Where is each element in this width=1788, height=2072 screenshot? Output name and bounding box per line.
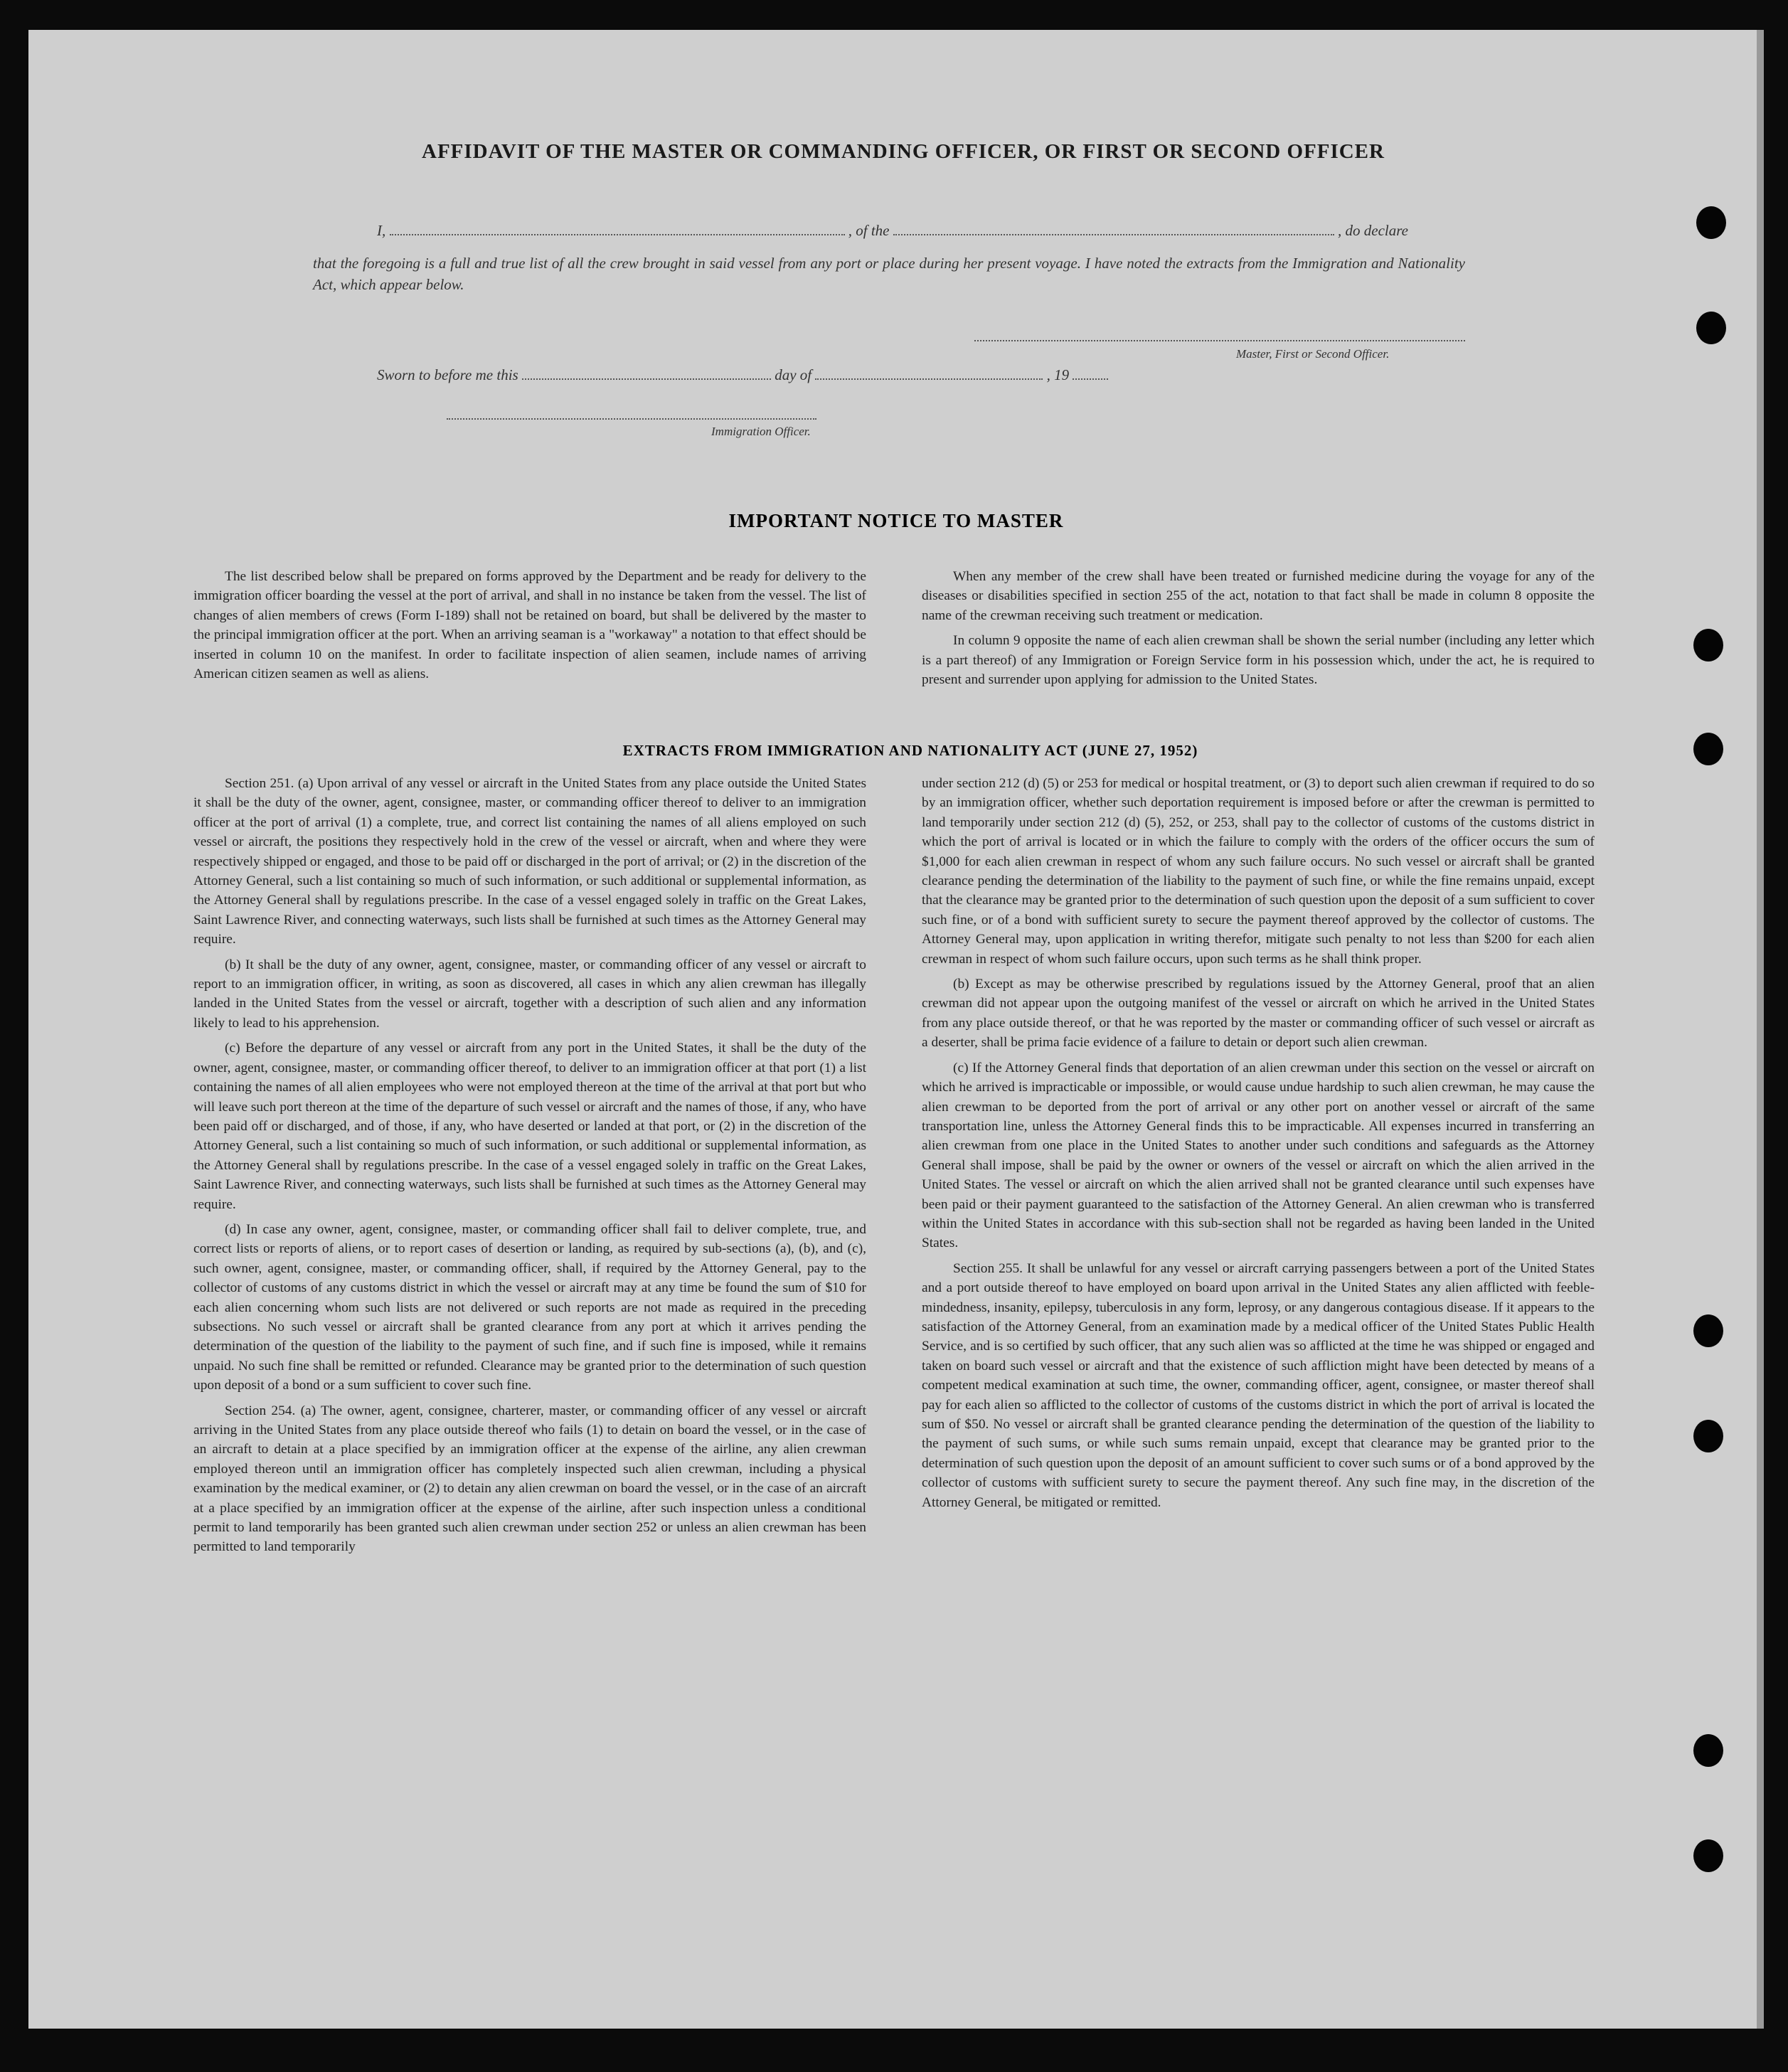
sworn-year-field[interactable] [1073,378,1108,380]
sworn-line [377,366,1108,384]
sworn-label: Sworn to before me this [377,366,518,383]
page-edge [1757,30,1764,2029]
year-label: , 19 [1046,366,1070,383]
extract-paragraph: Section 251. (a) Upon arrival of any vessel or aircraft in the United States from any place outside the United States it shall be the duty of the owner, agent, consignee, master, or commanding officer thereof to deliver to an immigration officer at the port of arrival (1) a complete, true, and correct list containing the names of all aliens employed on such vessel or aircraft, the positions they respectively hold in the crew of the vessel or aircraft, when and where they were respectively shipped or engaged, and those to be paid off or discharged in the port of arrival; or (2) in the discretion of the Attorney General, such a list containing so much of such information, or such additional or supplemental information, as the Attorney General shall by regulations prescribe. In the case of a vessel engaged solely in traffic on the Great Lakes, Saint Lawrence River, and connecting waterways, such lists shall be furnished at such times as the Attorney General may require. [193,776,866,947]
extract-paragraph: (b) Except as may be otherwise prescribed by regulations issued by the Attorney General, proof that an alien crewman did not appear upon the outgoing manifest of the vessel or aircraft on which he arrived in the United States from any place outside thereof, or that he was reported by the master or commanding officer of such vessel or aircraft as a deserter, shall be prima facie evidence of a failure to detain or deport such alien crewman. [922,977,1595,1051]
immigration-officer-label: Immigration Officer. [711,425,811,438]
declarant-name-field[interactable] [390,234,845,235]
notice-left-column [193,567,866,684]
affidavit-title: AFFIDAVIT OF THE MASTER OR COMMANDING OFFICER, OR FIRST OR SECOND OFFICER [422,140,1385,163]
extracts-title: EXTRACTS FROM IMMIGRATION AND NATIONALITY ACT (JUNE 27, 1952) [622,742,1198,759]
master-signature-field[interactable] [974,340,1465,341]
extracts-right-column [922,774,1595,1512]
punch-hole [1693,1734,1723,1767]
extract-paragraph: (b) It shall be the duty of any owner, agent, consignee, master, or commanding officer of any vessel or aircraft to report to an immigration officer, in writing, as soon as discovered, all cases in which any alien crewman has illegally landed in the United States from the vessel or aircraft, together with a description of such alien and any information likely to lead to his apprehension. [193,957,866,1031]
extract-paragraph: under section 212 (d) (5) or 253 for medical or hospital treatment, or (3) to deport such alien crewman if required to do so by an immigration officer, whether such deportation requirement is imposed before or after the crewman is permitted to land temporarily under section 212 (d) (5), 252, or 253, shall pay to the collector of customs of the customs district in which the port of arrival is located or in which the failure to comply with the orders of the officer occurs the sum of $1,000 for each alien crewman in respect of whom any such failure occurs. No such vessel or aircraft shall be granted clearance pending the determination of the liability to the payment of such fine, or while the fine remains unpaid, except that the clearance may be granted prior to the determination of such question upon the deposit of a sum sufficient to cover such fine, or of a bond with sufficient surety to secure the payment thereof approved by the collector of customs. The Attorney General may, upon application in writing therefor, mitigate such penalty to not less than $200 for each alien crewman in respect of whom such failure occurs, upon such terms as he shall think proper. [922,776,1595,967]
punch-hole [1693,1314,1723,1347]
extract-paragraph: Section 255. It shall be unlawful for any vessel or aircraft carrying passengers between a port of the United States and a port outside thereof to have employed on board upon arrival in the United States any alien afflicted with feeble-mindedness, insanity, epilepsy, tuberculosis in any form, leprosy, or any dangerous contagious disease. If it appears to the satisfaction of the Attorney General, from an examination made by a medical officer of the United States Public Health Service, and is so certified by such officer, that any such alien was so afflicted at the time he was shipped or engaged and taken on board such vessel or aircraft and that the existence of such affliction might have been detected by means of a competent medical examination at such time, the owner, commanding officer, agent, consignee, or master thereof shall pay for each alien so afflicted to the collector of customs of the customs district in which the port of arrival is located the sum of $50. No vessel or aircraft shall be granted clearance pending the determination of the question of the liability to the payment of such sums, or while such sums remain unpaid, except that clearance may be granted prior to the determination of such question upon the deposit of an amount sufficient to cover such sums or of a bond approved by the collector of customs with sufficient surety to secure the payment thereof. Any such fine may, in the discretion of the Attorney General, be mitigated or remitted. [922,1260,1595,1510]
extracts-left-column [193,774,866,1557]
sworn-month-field[interactable] [815,378,1043,380]
master-signature-label: Master, First or Second Officer. [1236,347,1390,361]
immigration-officer-signature-field[interactable] [447,418,816,420]
notice-title: IMPORTANT NOTICE TO MASTER [728,510,1064,531]
punch-hole [1693,1420,1723,1452]
day-of-label: day of [775,366,812,383]
punch-hole [1696,206,1726,239]
extract-paragraph: (d) In case any owner, agent, consignee, master, or commanding officer shall fail to deliver complete, true, and correct lists or reports of aliens, or to report cases of desertion or landing, as required by sub-sections (a), (b), and (c), such owner, agent, consignee, master, or commanding officer, shall, if required by the Attorney General, pay to the collector of customs of any customs district in which the vessel or aircraft may at any time be found the sum of $10 for each alien concerning whom such lists are not delivered or such reports are not made as required in the preceding subsections. No such vessel or aircraft shall be granted clearance from any port at which it arrives pending the determination of the question of the liability to the payment of such fine, and if such fine is imposed, while it remains unpaid. No such fine shall be remitted or refunded. Clearance may be granted prior to the determination of such question upon deposit of a bond or a sum sufficient to cover such fine. [193,1221,866,1393]
extract-paragraph: (c) If the Attorney General finds that deportation of an alien crewman under this section on the vessel or aircraft on which he arrived is impracticable or impossible, or would cause undue hardship to such alien crewman, he may cause the alien crewman to be deported from the port of arrival or any other port on another vessel or aircraft of the same transportation line, unless the Attorney General finds this to be impracticable. All expenses incurred in transferring an alien crewman from one place in the United States to another under such conditions and safeguards as the Attorney General shall impose, shall be paid by the owner or owners of the vessel or aircraft on which the alien arrived in the United States. The vessel or aircraft on which the alien arrived shall not be granted clearance until such expenses have been paid or their payment guaranteed to the satisfaction of the Attorney General. An alien crewman who is transferred within the United States in accordance with this sub-section shall not be regarded as having been landed in the United States. [922,1060,1595,1251]
notice-left-paragraph: The list described below shall be prepared on forms approved by the Department and be ready for delivery to the immigration officer boarding the vessel at the port of arrival, and shall in no instance be taken from the vessel. The list of changes of alien members of crews (Form I-189) shall not be retained on board, but shall be delivered by the master to the principal immigration officer at the port. When an arriving seaman is a "workaway" a notation to that effect should be inserted in column 10 on the manifest. In order to facilitate inspection of alien seamen, include names of arriving American citizen seamen as well as aliens. [193,569,866,682]
declaration-text: that the foregoing is a full and true list of all the crew brought in said vessel from any port or place during her present voyage. I have noted the extracts from the Immigration and Nationality Act, which appear below. [313,255,1465,293]
notice-right-paragraph-1: When any member of the crew shall have been treated or furnished medicine during the voyage for any of the diseases or disabilities specified in section 255 of the act, notation to that fact shall be made in column 8 opposite the name of the crewman receiving such treatment or medication. [922,569,1595,623]
i-label: I, [377,222,386,239]
declarant-line [377,222,1408,240]
punch-hole [1696,312,1726,344]
do-declare-label: , do declare [1338,222,1408,239]
extract-paragraph: Section 254. (a) The owner, agent, consignee, charterer, master, or commanding officer of any vessel or aircraft arriving in the United States from any place outside thereof who fails (1) to detain on board the vessel, or in the case of an aircraft to detain at a place specified by an immigration officer at the expense of the airline, any alien crewman employed thereon until an immigration officer has completely inspected such alien crewman, including a physical examination by the medical examiner, or (2) to detain any alien crewman on board the vessel, or in the case of an aircraft at a place specified by an immigration officer at the expense of the airline, after such inspection unless a conditional permit to land temporarily has been granted such alien crewman under section 252 or unless an alien crewman has been permitted to land temporarily [193,1403,866,1555]
notice-right-column [922,567,1595,689]
notice-right-paragraph-2: In column 9 opposite the name of each alien crewman shall be shown the serial number (including any letter which is a part thereof) of any Immigration or Foreign Service form in his possession which, under the act, he is required to present and surrender upon applying for admission to the United States. [922,633,1595,688]
sworn-day-field[interactable] [522,378,771,380]
punch-hole [1693,733,1723,765]
punch-hole [1693,1839,1723,1872]
extract-paragraph: (c) Before the departure of any vessel or aircraft from any port in the United States, it shall be the duty of the owner, agent, consignee, master, or commanding officer thereof, to deliver to an immigration officer at that port (1) a list containing the names of all alien employees who were not employed thereon at the time of the arrival at that port but who will leave such port thereon at the time of the departure of such vessel or aircraft and the names of those, if any, who have been paid off or discharged, and of those, if any, who have deserted or landed at that port, or (2) in the discretion of the Attorney General, such a list containing so much of such information, or such additional or supplemental information, as the Attorney General shall by regulations prescribe. In the case of a vessel engaged solely in traffic on the Great Lakes, Saint Lawrence River, and connecting waterways, such lists shall be furnished at such times as the Attorney General may require. [193,1041,866,1212]
of-the-label: , of the [848,222,890,239]
vessel-name-field[interactable] [893,234,1334,235]
punch-hole [1693,629,1723,662]
